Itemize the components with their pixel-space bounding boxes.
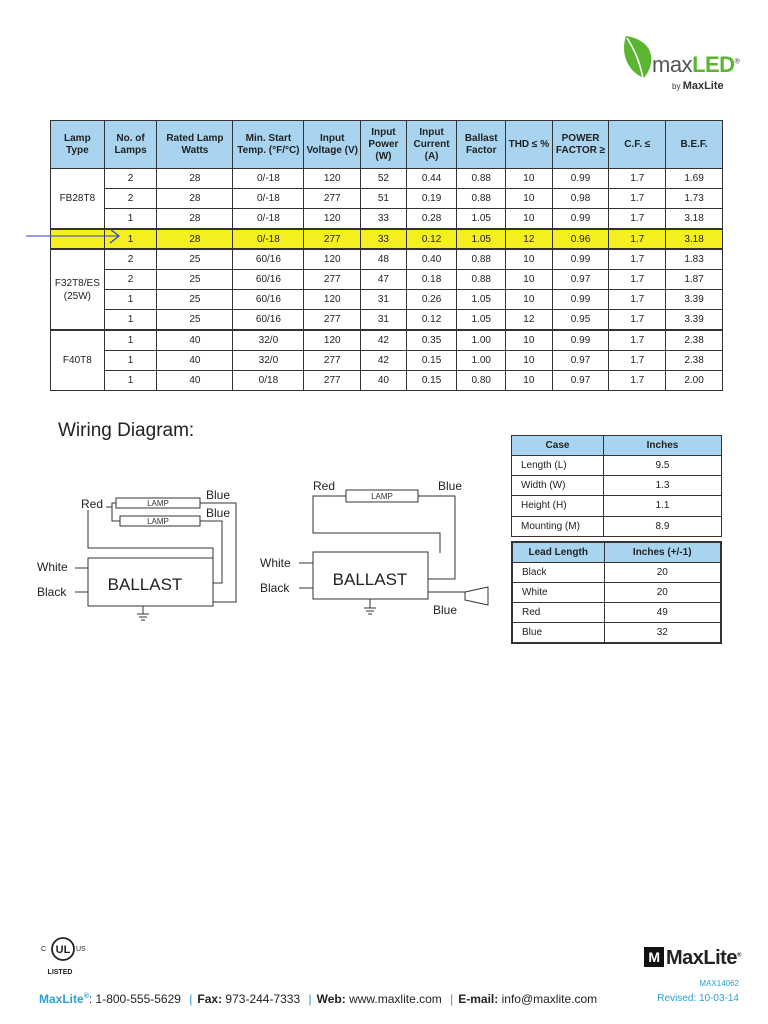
table-cell: 1.7 bbox=[609, 209, 666, 229]
table-row bbox=[51, 169, 723, 189]
logo-byline: by MaxLite bbox=[672, 80, 724, 92]
table-cell: 1 bbox=[104, 310, 157, 330]
column-header: Ballast Factor bbox=[457, 121, 506, 169]
svg-text:US: US bbox=[76, 946, 86, 953]
column-header: Input Current (A) bbox=[406, 121, 457, 169]
table-cell: 0.88 bbox=[457, 169, 506, 189]
table-cell: 0.88 bbox=[457, 189, 506, 209]
black-wire-label: Black bbox=[260, 581, 290, 595]
table-cell: 2 bbox=[104, 189, 157, 209]
column-header: B.E.F. bbox=[666, 121, 723, 169]
table-cell: 2 bbox=[104, 169, 157, 189]
table-cell: 0/-18 bbox=[233, 169, 304, 189]
table-cell: 1.05 bbox=[457, 290, 506, 310]
column-header: Input Power (W) bbox=[361, 121, 407, 169]
table-row bbox=[512, 456, 722, 476]
table-cell: 0.80 bbox=[457, 370, 506, 390]
table-cell: 0/-18 bbox=[233, 209, 304, 229]
table-cell: 1.7 bbox=[609, 189, 666, 209]
table-cell: 10 bbox=[506, 350, 553, 370]
table-cell: 25 bbox=[157, 249, 233, 269]
table-cell: Mounting (M) bbox=[512, 516, 604, 536]
table-row bbox=[51, 269, 723, 289]
column-header: Inches bbox=[604, 436, 722, 456]
table-cell: 1.7 bbox=[609, 330, 666, 350]
table-cell: 1.3 bbox=[604, 476, 722, 496]
table-cell: Width (W) bbox=[512, 476, 604, 496]
table-cell: 28 bbox=[157, 169, 233, 189]
table-cell: 10 bbox=[506, 169, 553, 189]
table-row bbox=[51, 229, 723, 249]
contact-line bbox=[39, 992, 597, 1006]
column-header: Case bbox=[512, 436, 604, 456]
table-cell: 1 bbox=[104, 330, 157, 350]
table-cell: 12 bbox=[506, 310, 553, 330]
table-cell: 1.7 bbox=[609, 249, 666, 269]
table-cell: 1.05 bbox=[457, 229, 506, 249]
table-cell: 1.7 bbox=[609, 169, 666, 189]
column-header: POWER FACTOR ≥ bbox=[552, 121, 609, 169]
table-row bbox=[512, 496, 722, 516]
table-row bbox=[512, 602, 721, 622]
table-row bbox=[512, 516, 722, 536]
table-row bbox=[512, 623, 721, 643]
table-cell: 0.98 bbox=[552, 189, 609, 209]
column-header: Min. Start Temp. (°F/°C) bbox=[233, 121, 304, 169]
table-cell: 0.15 bbox=[406, 370, 457, 390]
table-cell: 10 bbox=[506, 209, 553, 229]
table-cell: 0.44 bbox=[406, 169, 457, 189]
ballast-label: BALLAST bbox=[332, 570, 408, 589]
table-cell: 60/16 bbox=[233, 290, 304, 310]
table-cell: 1.05 bbox=[457, 310, 506, 330]
table-cell: 49 bbox=[604, 602, 721, 622]
table-cell: 10 bbox=[506, 330, 553, 350]
maxled-logo bbox=[620, 30, 750, 100]
table-cell: 277 bbox=[304, 189, 361, 209]
table-cell: Height (H) bbox=[512, 496, 604, 516]
svg-text:UL: UL bbox=[55, 944, 71, 956]
lead-length-table bbox=[511, 541, 722, 644]
table-cell: 0.99 bbox=[552, 169, 609, 189]
column-header: Lamp Type bbox=[51, 121, 105, 169]
ground-icon bbox=[137, 606, 149, 620]
column-header: THD ≤ % bbox=[506, 121, 553, 169]
white-wire-label: White bbox=[37, 560, 68, 574]
revised-date: Revised: 10-03-14 bbox=[657, 993, 739, 1004]
table-cell: White bbox=[512, 582, 604, 602]
table-row bbox=[51, 290, 723, 310]
email-label: E-mail: bbox=[458, 992, 499, 1006]
table-cell: 0/18 bbox=[233, 370, 304, 390]
email-link[interactable]: info@maxlite.com bbox=[498, 992, 598, 1006]
blue-output-label: Blue bbox=[433, 603, 458, 617]
table-cell: 1.7 bbox=[609, 290, 666, 310]
case-dimensions-table bbox=[511, 435, 722, 537]
table-cell: 0/-18 bbox=[233, 189, 304, 209]
table-header-row bbox=[512, 542, 721, 562]
table-cell: 10 bbox=[506, 370, 553, 390]
table-cell: 277 bbox=[304, 350, 361, 370]
table-header-row bbox=[51, 121, 723, 169]
table-cell: 20 bbox=[604, 582, 721, 602]
table-cell: 20 bbox=[604, 562, 721, 582]
table-cell: 40 bbox=[157, 350, 233, 370]
table-cell: 31 bbox=[361, 310, 407, 330]
table-cell: 25 bbox=[157, 290, 233, 310]
table-cell: 3.18 bbox=[666, 209, 723, 229]
table-cell: 40 bbox=[157, 330, 233, 350]
table-cell: 0.18 bbox=[406, 269, 457, 289]
wiring-diagram-two-lamp bbox=[30, 482, 245, 627]
table-cell: 1.7 bbox=[609, 310, 666, 330]
column-header: Input Voltage (V) bbox=[304, 121, 361, 169]
table-cell: 277 bbox=[304, 229, 361, 249]
table-cell: 2 bbox=[104, 269, 157, 289]
table-cell: 1.05 bbox=[457, 209, 506, 229]
table-row bbox=[51, 209, 723, 229]
table-cell: 42 bbox=[361, 330, 407, 350]
fax-label: Fax: bbox=[197, 992, 223, 1006]
document-code: MAX14062 bbox=[699, 979, 739, 988]
table-cell: 0.40 bbox=[406, 249, 457, 269]
table-cell: 1.1 bbox=[604, 496, 722, 516]
specifications-table bbox=[50, 120, 723, 391]
lamp-2-label: LAMP bbox=[147, 517, 169, 526]
table-row bbox=[51, 350, 723, 370]
table-cell: 33 bbox=[361, 209, 407, 229]
table-row bbox=[51, 189, 723, 209]
table-cell: Blue bbox=[512, 623, 604, 643]
table-cell: 1.7 bbox=[609, 269, 666, 289]
table-cell: 12 bbox=[506, 229, 553, 249]
wire-connector-icon bbox=[465, 587, 488, 605]
table-row bbox=[51, 330, 723, 350]
table-cell: 33 bbox=[361, 229, 407, 249]
table-cell: 32/0 bbox=[233, 330, 304, 350]
table-cell: 0/-18 bbox=[233, 229, 304, 249]
table-cell: 60/16 bbox=[233, 249, 304, 269]
table-cell: 1.73 bbox=[666, 189, 723, 209]
table-cell: 0.88 bbox=[457, 269, 506, 289]
table-cell: 40 bbox=[361, 370, 407, 390]
table-cell: 10 bbox=[506, 269, 553, 289]
table-cell: 1.00 bbox=[457, 350, 506, 370]
table-cell: 1.7 bbox=[609, 370, 666, 390]
table-cell: 0.28 bbox=[406, 209, 457, 229]
table-cell: 0.19 bbox=[406, 189, 457, 209]
svg-text:C: C bbox=[41, 946, 47, 953]
separator: | bbox=[189, 992, 193, 1006]
table-cell: Black bbox=[512, 562, 604, 582]
table-cell: 0.95 bbox=[552, 310, 609, 330]
table-cell: 0.35 bbox=[406, 330, 457, 350]
blue-wire-label-1: Blue bbox=[206, 488, 231, 502]
table-cell: 1.00 bbox=[457, 330, 506, 350]
lamp-type-cell: FB28T8 bbox=[51, 169, 105, 230]
table-cell: 277 bbox=[304, 370, 361, 390]
blue-wire-label: Blue bbox=[438, 479, 463, 493]
table-cell: 0.88 bbox=[457, 249, 506, 269]
table-row bbox=[51, 370, 723, 390]
table-cell: 1 bbox=[104, 290, 157, 310]
table-cell: 31 bbox=[361, 290, 407, 310]
column-header: Lead Length bbox=[512, 542, 604, 562]
black-wire-label: Black bbox=[37, 585, 67, 599]
table-cell: 1 bbox=[104, 350, 157, 370]
table-cell: 2.38 bbox=[666, 350, 723, 370]
table-cell: 0.15 bbox=[406, 350, 457, 370]
table-cell: 2.38 bbox=[666, 330, 723, 350]
table-cell: 0.12 bbox=[406, 229, 457, 249]
table-cell: 120 bbox=[304, 169, 361, 189]
table-cell: 40 bbox=[157, 370, 233, 390]
table-cell: Red bbox=[512, 602, 604, 622]
lamp-type-cell: F32T8/ES (25W) bbox=[51, 249, 105, 330]
table-cell: 48 bbox=[361, 249, 407, 269]
table-cell: 1.7 bbox=[609, 229, 666, 249]
table-cell: 9.5 bbox=[604, 456, 722, 476]
table-cell: Length (L) bbox=[512, 456, 604, 476]
table-cell: 1.87 bbox=[666, 269, 723, 289]
table-cell: 28 bbox=[157, 229, 233, 249]
table-cell: 10 bbox=[506, 290, 553, 310]
table-cell: 1 bbox=[104, 229, 157, 249]
ballast-label: BALLAST bbox=[107, 575, 183, 594]
table-cell: 47 bbox=[361, 269, 407, 289]
table-cell: 60/16 bbox=[233, 269, 304, 289]
table-row bbox=[512, 582, 721, 602]
table-cell: 42 bbox=[361, 350, 407, 370]
web-label: Web: bbox=[316, 992, 346, 1006]
svg-text:LISTED: LISTED bbox=[47, 969, 73, 976]
fax-number: 973-244-7333 bbox=[222, 992, 301, 1006]
table-cell: 28 bbox=[157, 189, 233, 209]
arrow-indicator bbox=[0, 226, 130, 246]
red-wire-label: Red bbox=[81, 497, 104, 511]
table-cell: 60/16 bbox=[233, 310, 304, 330]
table-cell: 0.99 bbox=[552, 330, 609, 350]
table-cell: 3.39 bbox=[666, 310, 723, 330]
phone-number: : 1-800-555-5629 bbox=[88, 992, 181, 1006]
table-cell: 0.99 bbox=[552, 290, 609, 310]
ground-icon bbox=[364, 599, 376, 614]
table-cell: 51 bbox=[361, 189, 407, 209]
table-cell: 0.26 bbox=[406, 290, 457, 310]
table-cell: 10 bbox=[506, 189, 553, 209]
table-row bbox=[512, 562, 721, 582]
table-cell: 28 bbox=[157, 209, 233, 229]
table-cell: 0.12 bbox=[406, 310, 457, 330]
table-row bbox=[51, 249, 723, 269]
white-wire-label: White bbox=[260, 556, 291, 570]
lamp-type-cell: F40T8 bbox=[51, 330, 105, 391]
table-header-row bbox=[512, 436, 722, 456]
column-header: Rated Lamp Watts bbox=[157, 121, 233, 169]
table-cell: 277 bbox=[304, 310, 361, 330]
table-cell: 1.69 bbox=[666, 169, 723, 189]
red-wire-label: Red bbox=[313, 479, 336, 493]
table-cell: 1.83 bbox=[666, 249, 723, 269]
table-cell: 0.97 bbox=[552, 370, 609, 390]
table-cell: 277 bbox=[304, 269, 361, 289]
table-cell: 0.97 bbox=[552, 350, 609, 370]
table-cell: 0.99 bbox=[552, 249, 609, 269]
table-cell: 10 bbox=[506, 249, 553, 269]
column-header: C.F. ≤ bbox=[609, 121, 666, 169]
wiring-diagram-one-lamp bbox=[255, 475, 495, 625]
table-cell: 0.97 bbox=[552, 269, 609, 289]
lamp-label: LAMP bbox=[371, 492, 393, 501]
table-cell: 120 bbox=[304, 330, 361, 350]
table-cell: 120 bbox=[304, 209, 361, 229]
maxlite-logo: M MaxLite® bbox=[644, 947, 741, 970]
table-cell: 3.18 bbox=[666, 229, 723, 249]
ul-listed-mark bbox=[38, 932, 88, 978]
table-cell: 0.99 bbox=[552, 209, 609, 229]
table-cell: 1 bbox=[104, 209, 157, 229]
table-cell: 32 bbox=[604, 623, 721, 643]
table-cell: 1.7 bbox=[609, 350, 666, 370]
footer-brand: MaxLite® bbox=[39, 992, 89, 1006]
maxlite-m-icon: M bbox=[644, 947, 664, 967]
separator: | bbox=[308, 992, 312, 1006]
blue-wire-label-2: Blue bbox=[206, 506, 231, 520]
table-cell: 25 bbox=[157, 310, 233, 330]
table-row bbox=[51, 310, 723, 330]
table-cell: 1 bbox=[104, 370, 157, 390]
table-cell: 2.00 bbox=[666, 370, 723, 390]
table-cell: 120 bbox=[304, 249, 361, 269]
logo-brand: maxLED® bbox=[652, 52, 740, 77]
table-cell: 32/0 bbox=[233, 350, 304, 370]
column-header: Inches (+/-1) bbox=[604, 542, 721, 562]
table-cell: 2 bbox=[104, 249, 157, 269]
table-cell: 3.39 bbox=[666, 290, 723, 310]
table-cell: 52 bbox=[361, 169, 407, 189]
lamp-1-label: LAMP bbox=[147, 499, 169, 508]
website-link[interactable]: www.maxlite.com bbox=[345, 992, 442, 1006]
column-header: No. of Lamps bbox=[104, 121, 157, 169]
table-row bbox=[512, 476, 722, 496]
table-cell: 120 bbox=[304, 290, 361, 310]
table-cell: 25 bbox=[157, 269, 233, 289]
table-cell: 0.96 bbox=[552, 229, 609, 249]
wiring-diagram-title: Wiring Diagram: bbox=[58, 420, 195, 441]
separator: | bbox=[450, 992, 454, 1006]
table-cell: 8.9 bbox=[604, 516, 722, 536]
